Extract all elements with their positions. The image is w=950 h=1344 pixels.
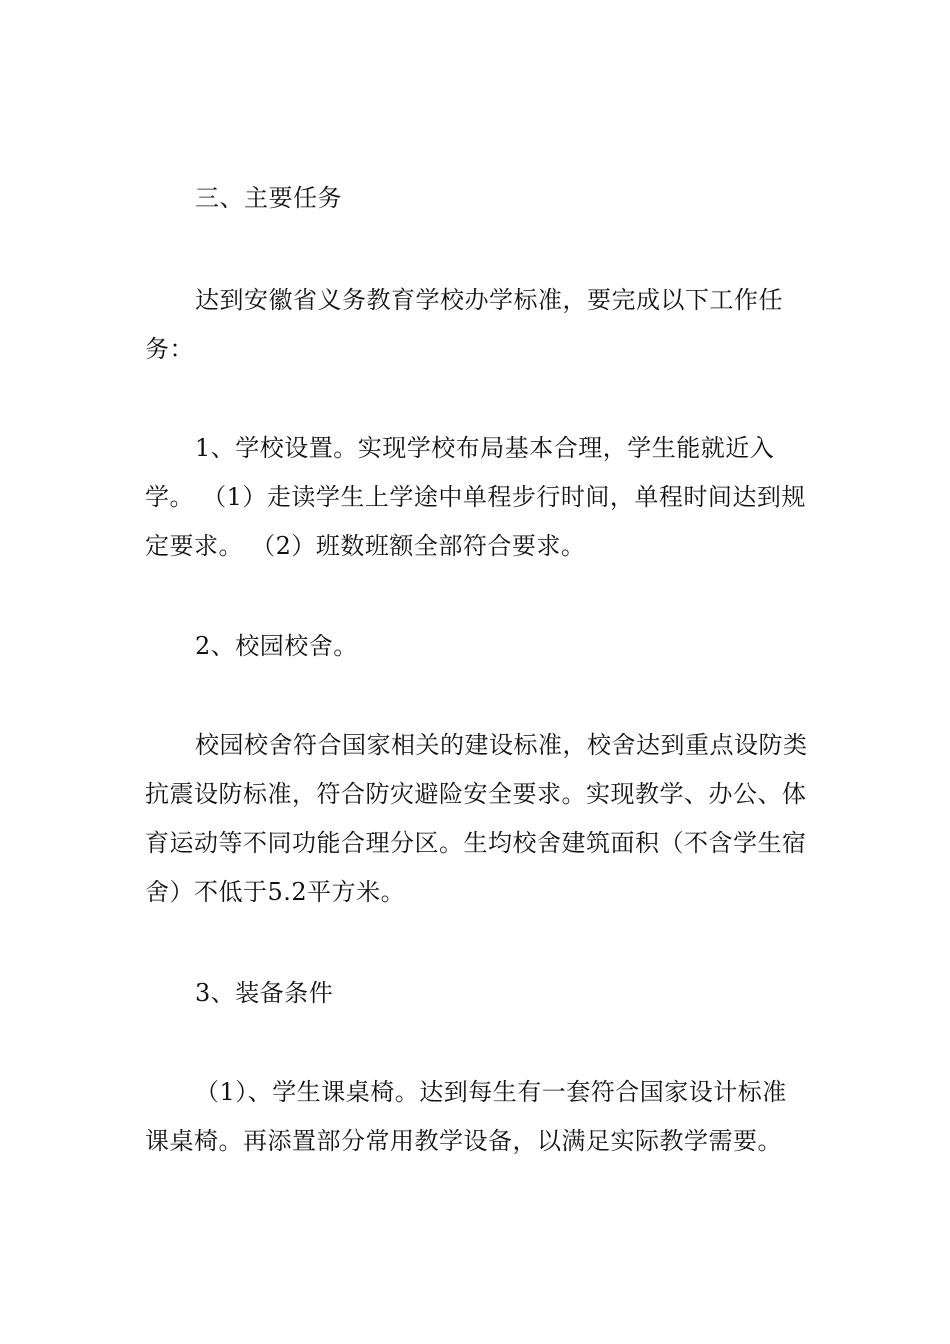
section-heading-main-tasks: 三、主要任务 xyxy=(195,184,342,212)
paragraph-campus: 校园校舍符合国家相关的建设标准，校舍达到重点设防类抗震设防标准，符合防灾避险安全要求。实现教学、办公、体育运动等不同功能合理分区。生均校舍建筑面积（不含学生宿舍）不低于5.2平方米。 xyxy=(145,731,808,906)
paragraph-desks-chairs: （1）、学生课桌椅。达到每生有一套符合国家设计标准课桌椅。再添置部分常用教学设备，以满足实际教学需要。 xyxy=(145,1078,787,1155)
subheading-equipment: 3、装备条件 xyxy=(195,979,334,1007)
paragraph-school-setup: 1、学校设置。实现学校布局基本合理，学生能就近入学。 （1）走读学生上学途中单程步行时间，单程时间达到规定要求。 （2）班数班额全部符合要求。 xyxy=(145,434,806,560)
subheading-campus: 2、校园校舍。 xyxy=(195,632,358,660)
paragraph-intro: 达到安徽省义务教育学校办学标准，要完成以下工作任务： xyxy=(145,286,783,363)
